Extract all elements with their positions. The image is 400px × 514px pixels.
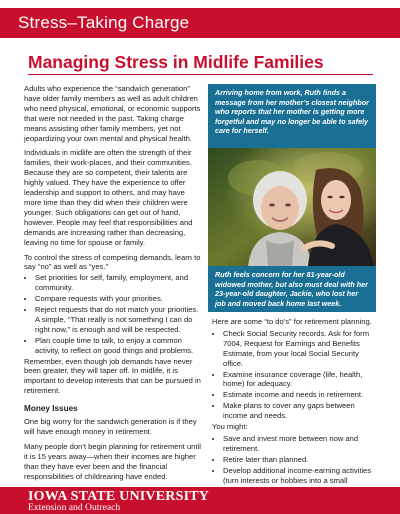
- remember-paragraph: Remember, even though job demands have never been greater, they will taper off. In midlife, it is important to develop interests that can be pursued in retirement.: [24, 356, 201, 396]
- scenario-callout-top: Arriving home from work, Ruth finds a message from her mother’s closest neighbor who reports that her mother is getting more forgetful and may no longer be able to safely care for herself.: [208, 84, 376, 148]
- list-item: • Make plans to cover any gaps between income and needs.: [223, 401, 374, 421]
- list-item: • Examine insurance coverage (life, health, home) for adequacy.: [223, 370, 374, 390]
- money-paragraph: One big worry for the sandwich generation is if they will have enough money in retirement.: [24, 417, 197, 436]
- extension-wordmark: Extension and Outreach: [28, 501, 121, 513]
- list-item: • Save and invest more between now and retirement.: [223, 434, 374, 454]
- title-divider: [28, 74, 373, 75]
- left-column: [24, 84, 202, 487]
- list-item: • Plan couple time to talk, to enjoy a common activity, to reflect on good things and problems.: [35, 336, 202, 356]
- list-item: • Develop additional income-earning activities (turn interests or hobbies into a small: [223, 466, 374, 496]
- right-column: [208, 84, 376, 496]
- list-item: • Retire later than planned.: [223, 455, 374, 465]
- say-no-paragraph: To control the stress of competing demands, learn to say “no” as well as “yes.”: [24, 252, 201, 272]
- you-might-label: You might:: [212, 422, 248, 432]
- money-issues-heading: Money Issues: [24, 404, 78, 414]
- list-item: • Estimate income and needs in retirement.: [223, 390, 374, 400]
- university-wordmark: IOWA STATE UNIVERSITY: [28, 489, 210, 504]
- midlife-paragraph: Individuals in midlife are often the strength of their families, their work-places, and their communities. Because they are so competent, their talents are highly valued. They have the experience to offer leadership and support to others, and may have more time than they did when their children were younger. Such obligations can get out of hand, however. People may feel that responsibilities and demands are increasing rather than decreasing, leaving no time for spouse or family.: [24, 148, 193, 247]
- footer-banner: [0, 487, 400, 514]
- list-item: • Set priorities for self, family, employment, and community.: [35, 273, 202, 293]
- todo-list: [212, 329, 374, 421]
- series-title: Stress–Taking Charge: [18, 13, 190, 32]
- list-item: • Reject requests that do not match your priorities. A simple, “That really is not something I can do right now,” is enough and will be respected.: [35, 305, 202, 335]
- list-item: • Check Social Security records. Ask for form 7004, Request for Earnings and Benefits Estimate, from your local Social Security office.: [223, 329, 374, 369]
- page-title: Managing Stress in Midlife Families: [28, 52, 324, 72]
- retirement-section: [208, 317, 376, 495]
- series-banner: [0, 8, 400, 38]
- scenario-callout-bottom: Ruth feels concern for her 81-year-old widowed mother, but also must deal with her 23-year-old daughter, Jackie, who lost her job and moved back home last week.: [208, 266, 376, 312]
- list-item: • Compare requests with your priorities.: [35, 294, 202, 304]
- priorities-list: [24, 273, 202, 355]
- planning-paragraph: Many people don’t begin planning for retirement until it is 15 years away—when their incomes are higher than they have ever been and the financial responsibilities of childrearing have ended.: [24, 441, 201, 481]
- intro-paragraph: Adults who experience the “sandwich generation” have older family members as well as adult children who need physical, emotional, or economic supports that were not needed in the past. Taking charge means assisting other family members, yet not jeopardizing your own mental and physical health.: [24, 84, 201, 143]
- todo-intro: Here are some “to do’s” for retirement planning.: [212, 317, 372, 326]
- mother-daughter-photo: [208, 148, 376, 266]
